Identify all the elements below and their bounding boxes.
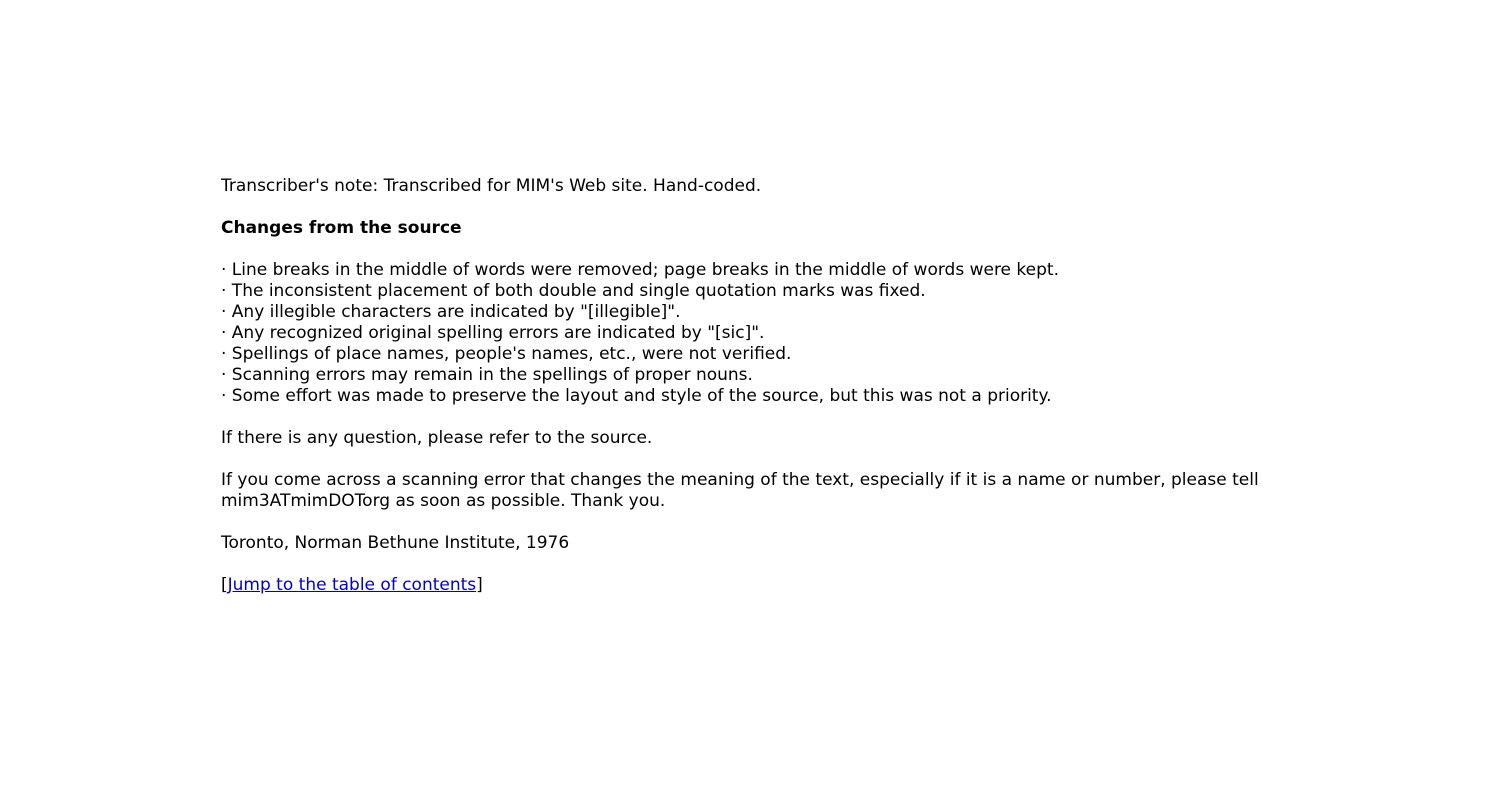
question-note: If there is any question, please refer to the source.	[221, 428, 653, 448]
list-item: · Some effort was made to preserve the layout and style of the source, but this was not a priority.	[221, 386, 1052, 406]
toc-link-line	[221, 575, 1281, 596]
changes-heading: Changes from the source	[221, 218, 462, 238]
list-item: · Any illegible characters are indicated by "[illegible]".	[221, 302, 681, 322]
changes-list	[221, 260, 1281, 407]
list-item: · Scanning errors may remain in the spellings of proper nouns.	[221, 365, 753, 385]
list-item: · Line breaks in the middle of words were removed; page breaks in the middle of words were kept.	[221, 260, 1059, 280]
table-of-contents-link[interactable]: Jump to the table of contents	[227, 575, 477, 595]
list-item: · Any recognized original spelling errors are indicated by "[sic]".	[221, 323, 765, 343]
list-item: · Spellings of place names, people's names, etc., were not verified.	[221, 344, 792, 364]
publication-info: Toronto, Norman Bethune Institute, 1976	[221, 533, 570, 553]
transcriber-notes	[221, 176, 1281, 617]
transcriber-note: Transcriber's note: Transcribed for MIM's Web site. Hand-coded.	[221, 176, 762, 196]
close-bracket: ]	[476, 575, 483, 595]
open-bracket: [	[221, 575, 228, 595]
list-item: · The inconsistent placement of both double and single quotation marks was fixed.	[221, 281, 926, 301]
error-report-note: If you come across a scanning error that changes the meaning of the text, especially if it is a name or number, please tell mim3ATmimDOTorg as soon as possible. Thank you.	[221, 470, 1259, 511]
